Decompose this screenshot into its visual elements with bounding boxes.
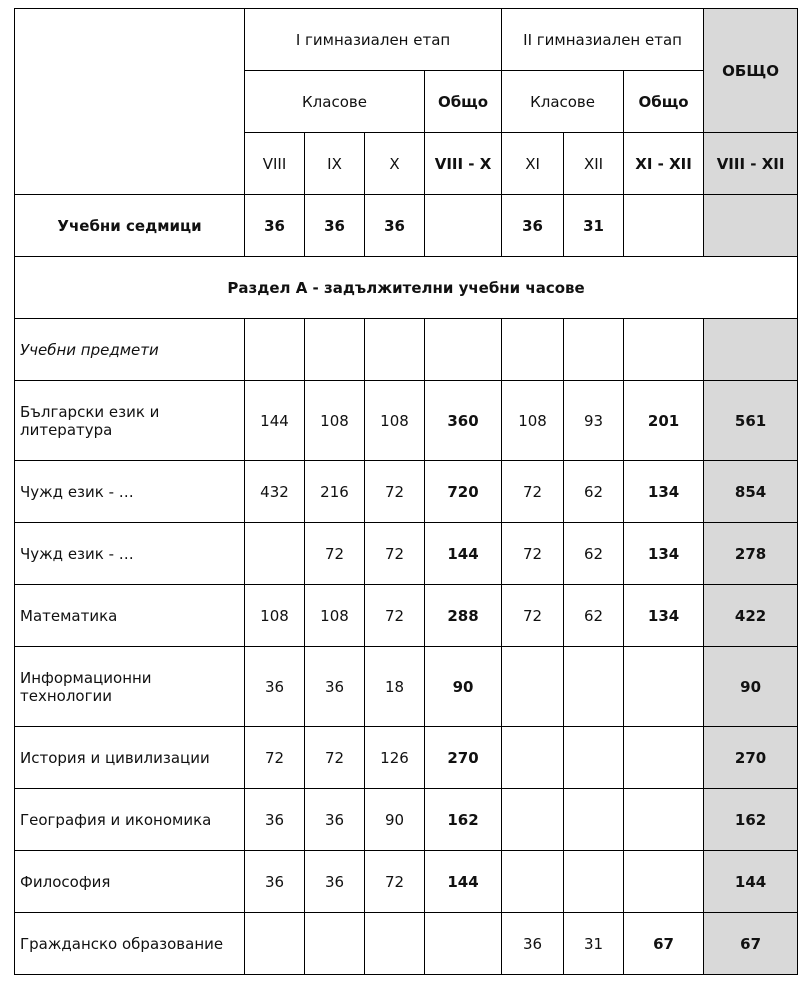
hours-cell: 90 (365, 789, 425, 851)
hours-cell: 134 (624, 523, 704, 585)
stage1-header: I гимназиален етап (245, 9, 502, 71)
hours-cell: 67 (624, 913, 704, 975)
hours-cell (305, 913, 365, 975)
grade-header: XI (502, 133, 564, 195)
corner-cell (15, 9, 245, 195)
subject-name: Математика (15, 585, 245, 647)
section-a-title: Раздел А - задължителни учебни часове (15, 257, 798, 319)
classes-header-1: Класове (245, 71, 425, 133)
hours-cell: 108 (245, 585, 305, 647)
hours-cell: 72 (502, 523, 564, 585)
hours-cell: 67 (704, 913, 798, 975)
hours-cell: 90 (425, 647, 502, 727)
subject-name: Философия (15, 851, 245, 913)
weeks-value (624, 195, 704, 257)
subject-name: Информационни технологии (15, 647, 245, 727)
hours-cell (624, 647, 704, 727)
hours-cell: 18 (365, 647, 425, 727)
hours-cell: 72 (365, 523, 425, 585)
hours-cell (564, 851, 624, 913)
hours-cell (564, 789, 624, 851)
hours-cell: 720 (425, 461, 502, 523)
hours-cell (502, 647, 564, 727)
weeks-row (15, 195, 798, 257)
subject-name: История и цивилизации (15, 727, 245, 789)
hours-cell (564, 727, 624, 789)
hours-cell: 93 (564, 381, 624, 461)
header-row-stages (15, 9, 798, 71)
hours-cell: 432 (245, 461, 305, 523)
empty-cell (365, 319, 425, 381)
weeks-label: Учебни седмици (15, 195, 245, 257)
table-row (15, 647, 798, 727)
empty-cell (425, 319, 502, 381)
hours-cell: 108 (365, 381, 425, 461)
weeks-value: 31 (564, 195, 624, 257)
weeks-value: 36 (365, 195, 425, 257)
weeks-value: 36 (305, 195, 365, 257)
hours-cell: 144 (704, 851, 798, 913)
hours-cell: 134 (624, 585, 704, 647)
hours-cell: 854 (704, 461, 798, 523)
hours-cell: 36 (305, 851, 365, 913)
subject-name: Чужд език - … (15, 523, 245, 585)
table-row (15, 913, 798, 975)
hours-cell (502, 727, 564, 789)
hours-cell (564, 647, 624, 727)
hours-cell (245, 913, 305, 975)
range1-header: VIII - X (425, 133, 502, 195)
hours-cell: 108 (502, 381, 564, 461)
table-row (15, 585, 798, 647)
empty-cell (564, 319, 624, 381)
hours-cell: 36 (305, 647, 365, 727)
hours-cell: 72 (305, 523, 365, 585)
weeks-value: 36 (245, 195, 305, 257)
hours-cell: 144 (245, 381, 305, 461)
hours-cell (502, 851, 564, 913)
empty-cell (502, 319, 564, 381)
grade-header: VIII (245, 133, 305, 195)
weeks-value: 36 (502, 195, 564, 257)
hours-cell: 422 (704, 585, 798, 647)
hours-cell: 162 (425, 789, 502, 851)
table-row (15, 727, 798, 789)
subject-name: Български език и литература (15, 381, 245, 461)
weeks-value (425, 195, 502, 257)
range2-header: XI - XII (624, 133, 704, 195)
hours-cell: 108 (305, 381, 365, 461)
total-all-header: ОБЩО (704, 9, 798, 133)
hours-cell: 144 (425, 851, 502, 913)
hours-cell: 36 (502, 913, 564, 975)
hours-cell: 288 (425, 585, 502, 647)
hours-cell: 72 (365, 461, 425, 523)
hours-cell: 36 (245, 789, 305, 851)
empty-cell (305, 319, 365, 381)
grade-header: X (365, 133, 425, 195)
hours-cell: 216 (305, 461, 365, 523)
hours-cell: 270 (704, 727, 798, 789)
empty-cell (624, 319, 704, 381)
hours-cell: 278 (704, 523, 798, 585)
hours-cell: 162 (704, 789, 798, 851)
hours-cell: 144 (425, 523, 502, 585)
grade-header: IX (305, 133, 365, 195)
hours-cell: 90 (704, 647, 798, 727)
table-row (15, 461, 798, 523)
grade-header: XII (564, 133, 624, 195)
empty-cell (704, 319, 798, 381)
empty-cell (245, 319, 305, 381)
hours-cell: 134 (624, 461, 704, 523)
hours-cell: 72 (305, 727, 365, 789)
hours-cell: 108 (305, 585, 365, 647)
subject-name: География и икономика (15, 789, 245, 851)
weeks-value (704, 195, 798, 257)
hours-cell (624, 851, 704, 913)
hours-cell: 72 (502, 585, 564, 647)
table-row (15, 789, 798, 851)
hours-cell: 561 (704, 381, 798, 461)
hours-cell: 72 (502, 461, 564, 523)
section-row (15, 257, 798, 319)
hours-cell: 72 (365, 851, 425, 913)
range-all-header: VIII - XII (704, 133, 798, 195)
table-row (15, 381, 798, 461)
hours-cell: 62 (564, 585, 624, 647)
hours-cell (502, 789, 564, 851)
stage2-header: II гимназиален етап (502, 9, 704, 71)
classes-header-2: Класове (502, 71, 624, 133)
hours-cell: 36 (305, 789, 365, 851)
subject-name: Гражданско образование (15, 913, 245, 975)
table-row (15, 523, 798, 585)
subjects-label: Учебни предмети (15, 319, 245, 381)
hours-cell: 126 (365, 727, 425, 789)
hours-cell: 62 (564, 461, 624, 523)
curriculum-table (14, 8, 798, 975)
hours-cell: 270 (425, 727, 502, 789)
subtotal-header-1: Общо (425, 71, 502, 133)
subtotal-header-2: Общо (624, 71, 704, 133)
hours-cell (624, 727, 704, 789)
hours-cell: 201 (624, 381, 704, 461)
hours-cell: 360 (425, 381, 502, 461)
hours-cell (425, 913, 502, 975)
hours-cell: 62 (564, 523, 624, 585)
hours-cell: 36 (245, 647, 305, 727)
table-row (15, 851, 798, 913)
hours-cell: 72 (245, 727, 305, 789)
hours-cell (624, 789, 704, 851)
hours-cell: 36 (245, 851, 305, 913)
subject-name: Чужд език - … (15, 461, 245, 523)
hours-cell (365, 913, 425, 975)
hours-cell (245, 523, 305, 585)
hours-cell: 31 (564, 913, 624, 975)
hours-cell: 72 (365, 585, 425, 647)
subjects-label-row (15, 319, 798, 381)
